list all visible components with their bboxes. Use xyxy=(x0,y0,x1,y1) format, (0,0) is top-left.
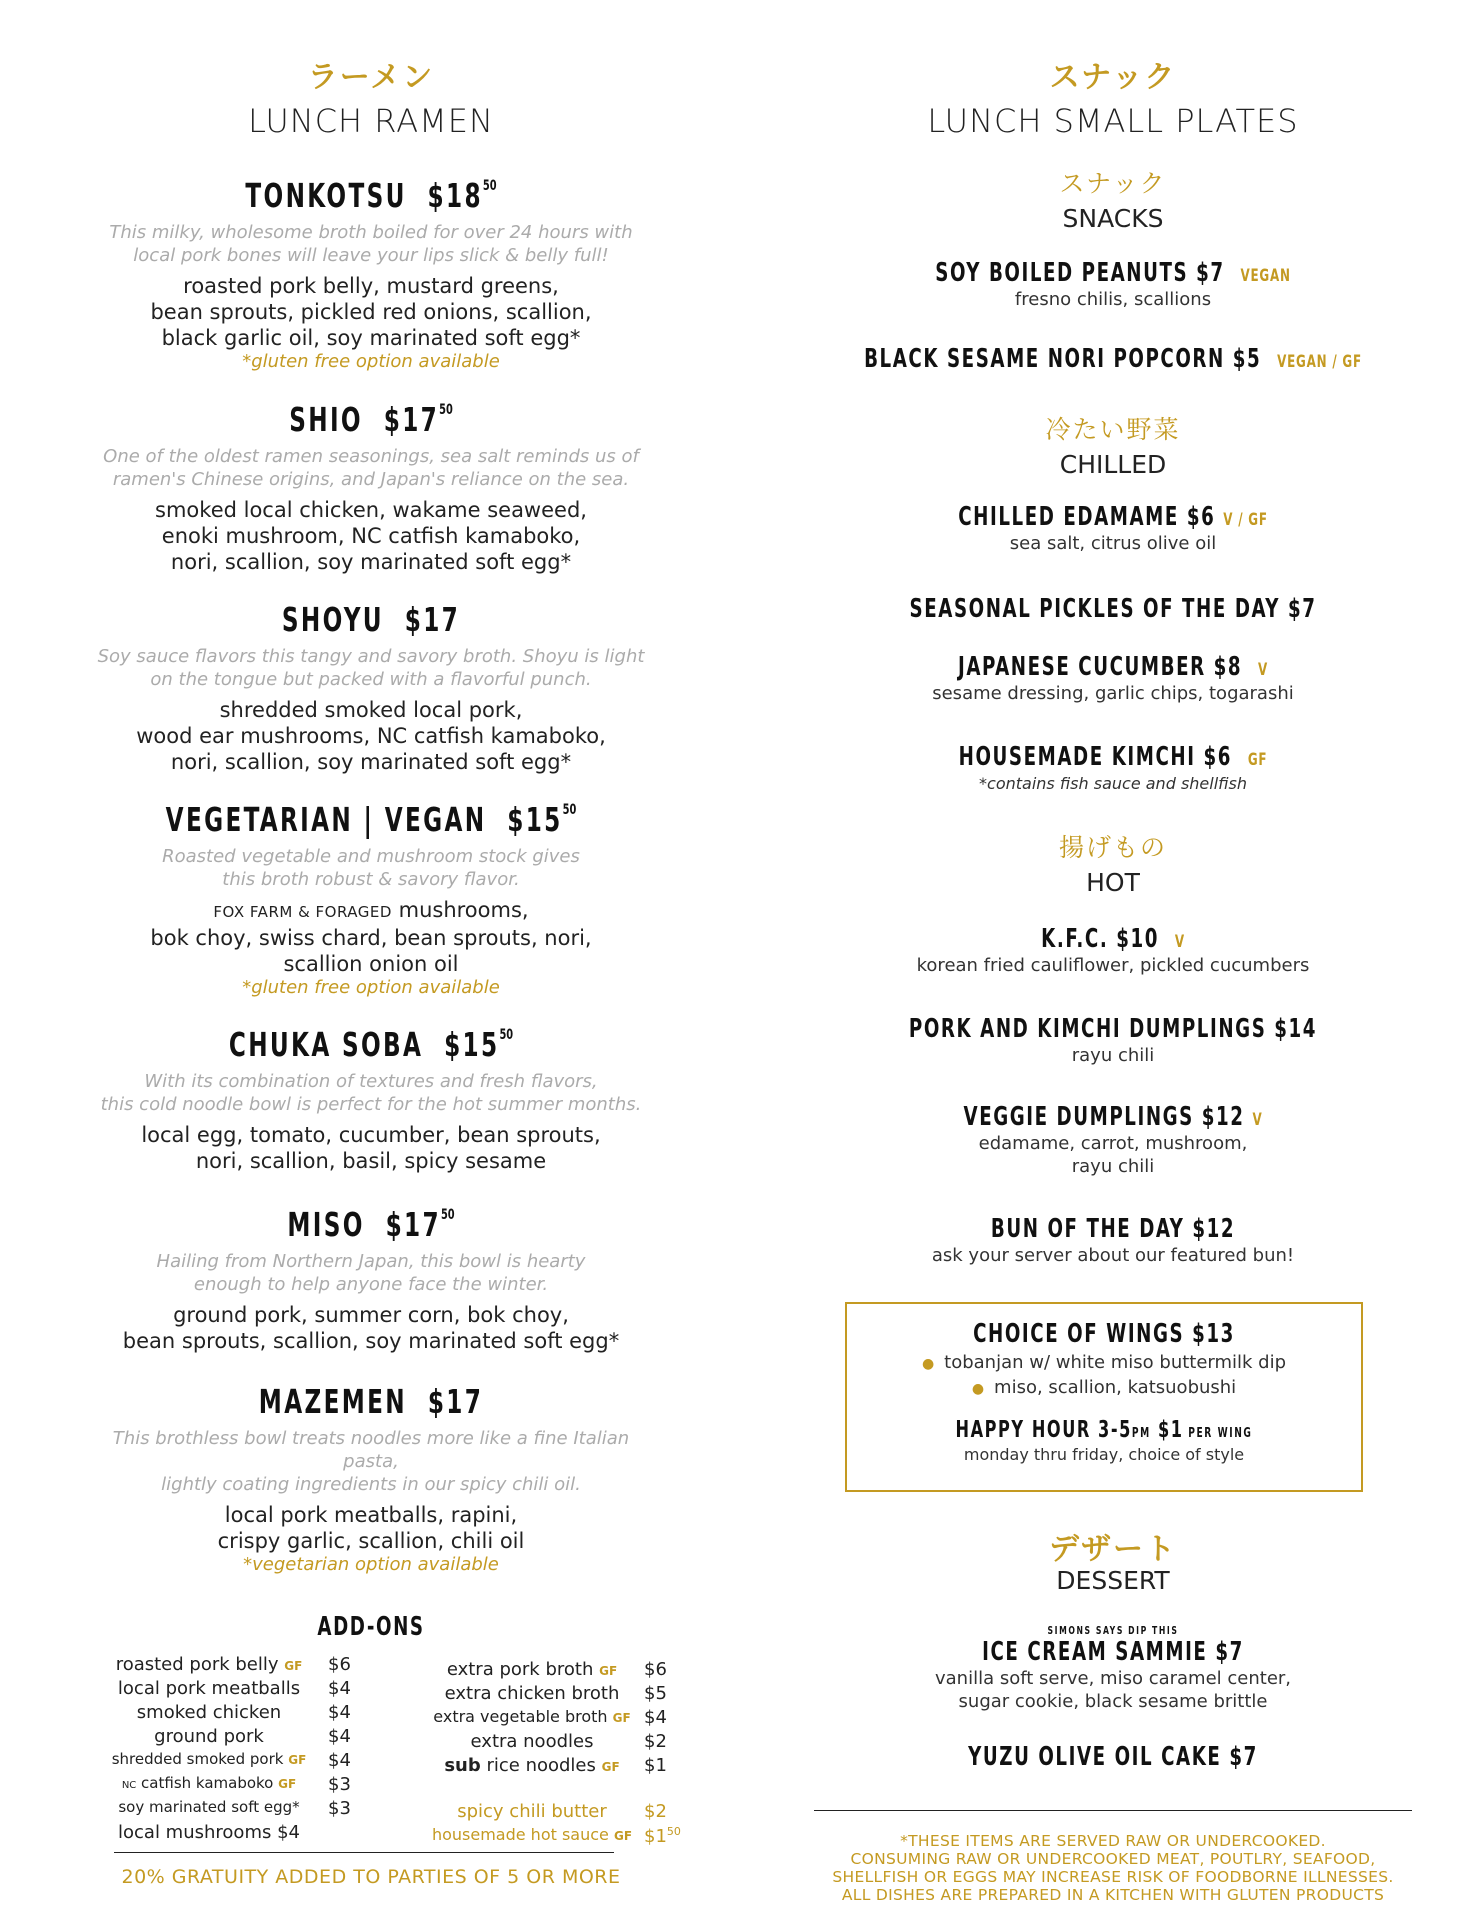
item-title: BUN OF THE DAY $12 xyxy=(990,1214,1236,1244)
addon-item: housemade hot sauce GF $\$1^{50}$ xyxy=(431,1825,681,1847)
divider xyxy=(114,1852,614,1853)
addon-item: extra vegetable broth GF $4 xyxy=(433,1707,667,1728)
ramen-section-title: LUNCH RAMEN xyxy=(248,102,494,140)
item-description: korean fried cauliflower, pickled cucumbers xyxy=(916,955,1310,976)
dish-title: MISO $\$17^{50}$ xyxy=(287,1205,455,1244)
item-ice-cream-sammie xyxy=(742,1624,1484,1713)
happy-hour-title: HAPPY HOUR 3-5PM $1 PER WING xyxy=(955,1417,1253,1443)
item-title: SOY BOILED PEANUTS $7 VEGAN xyxy=(935,258,1291,288)
addon-item: smoked chicken $4 xyxy=(136,1702,351,1723)
dish-ingredients: local pork meatballs, rapini, crispy garlic, scallion, chili oil xyxy=(217,1503,525,1553)
dish-chuka-soba xyxy=(0,1025,742,1174)
item-veggie-dumplings xyxy=(742,1102,1484,1178)
dish-miso xyxy=(0,1205,742,1354)
addons-list-left xyxy=(64,1654,354,1846)
item-description: fresno chilis, scallions xyxy=(1014,289,1212,310)
addon-item: extra chicken broth $5 xyxy=(444,1683,667,1704)
dish-ingredients: roasted pork belly, mustard greens, bean sprouts, pickled red onions, scallion, black garlic oil, soy marinated soft egg* xyxy=(150,274,592,350)
dish-description: Hailing from Northern Japan, this bowl is hearty enough to help anyone face the winter. xyxy=(156,1251,586,1295)
item-title: YUZU OLIVE OIL CAKE $7 xyxy=(968,1742,1258,1772)
addon-item: sub rice noodles GF $1 xyxy=(444,1755,667,1776)
ramen-jp-heading: ラーメン xyxy=(307,60,435,95)
addon-item: NC catfish kamaboko GF $3 xyxy=(121,1774,351,1795)
addon-item: extra noodles $2 xyxy=(470,1731,667,1752)
item-title: JAPANESE CUCUMBER $8 V xyxy=(957,652,1268,682)
item-description: edamame, carrot, mushroom, rayu chili xyxy=(978,1133,1248,1177)
item-bun-of-the-day xyxy=(742,1214,1484,1267)
dish-mazemen xyxy=(0,1382,742,1575)
snacks-heading: SNACKS xyxy=(1062,204,1164,233)
vegetarian-option-note: *vegetarian option available xyxy=(243,1554,499,1575)
dish-title: CHUKA SOBA $\$15^{50}$ xyxy=(228,1025,514,1064)
addon-item: spicy chili butter $2 xyxy=(457,1801,667,1822)
bullet-icon: ● xyxy=(921,1356,935,1372)
item-title: HOUSEMADE KIMCHI $6 GF xyxy=(958,742,1268,772)
item-kicker: SIMONS SAYS DIP THIS xyxy=(1047,1624,1179,1637)
chilled-jp-heading: 冷たい野菜 xyxy=(1045,415,1181,444)
item-title: BLACK SESAME NORI POPCORN $5 VEGAN / GF xyxy=(864,344,1362,374)
item-kfc xyxy=(742,924,1484,977)
raw-food-disclaimer: *THESE ITEMS ARE SERVED RAW OR UNDERCOOKED. CONSUMING RAW OR UNDERCOOKED MEAT, POUTLRY, SEAFOOD, SHELLFISH OR EGGS MAY INCREASE RISK OF FOODBORNE ILLNESSES. ALL DISHES ARE PREPARED IN A KITCHEN WITH GLUTEN PRODUCTS xyxy=(832,1832,1394,1904)
dish-ingredients: FOX FARM & FORAGED mushrooms, bok choy, swiss chard, bean sprouts, nori, scallion onion oil xyxy=(150,898,592,976)
item-description: ask your server about our featured bun! xyxy=(931,1245,1295,1266)
divider xyxy=(814,1810,1412,1811)
dish-description: Roasted vegetable and mushroom stock gives this broth robust & savory flavor. xyxy=(162,846,580,890)
dish-ingredients: ground pork, summer corn, bok choy, bean sprouts, scallion, soy marinated soft egg* xyxy=(122,1303,620,1353)
happy-hour-description: monday thru friday, choice of style xyxy=(963,1445,1245,1464)
wings-option: ● miso, scallion, katsuobushi xyxy=(971,1377,1237,1398)
item-title: PORK AND KIMCHI DUMPLINGS $14 xyxy=(908,1014,1318,1044)
item-description: *contains fish sauce and shellfish xyxy=(979,774,1247,793)
addon-item: local pork meatballs $4 xyxy=(117,1678,351,1699)
gluten-free-note: *gluten free option available xyxy=(242,351,500,372)
item-chilled-edamame xyxy=(742,502,1484,555)
item-title: K.F.C. $10 V xyxy=(1041,924,1185,954)
dish-description: Soy sauce flavors this tangy and savory broth. Shoyu is light on the tongue but packed with a flavorful punch. xyxy=(97,646,645,690)
dish-title: MAZEMEN $17 xyxy=(258,1382,484,1421)
dish-shio xyxy=(0,400,742,575)
dessert-jp-heading: デザート xyxy=(1049,1532,1177,1567)
chilled-heading: CHILLED xyxy=(1059,450,1167,479)
hot-jp-heading: 揚げもの xyxy=(1058,833,1167,862)
dish-ingredients: local egg, tomato, cucumber, bean sprouts, nori, scallion, basil, spicy sesame xyxy=(141,1123,601,1173)
dish-ingredients: smoked local chicken, wakame seaweed, enoki mushroom, NC catfish kamaboko, nori, scallion, soy marinated soft egg* xyxy=(155,498,587,574)
item-description: sea salt, citrus olive oil xyxy=(1009,533,1217,554)
dish-description: This brothless bowl treats noodles more like a fine Italian pasta, lightly coating ingredients in our spicy chili oil. xyxy=(112,1428,630,1495)
dish-title: SHOYU $17 xyxy=(281,600,461,639)
bullet-icon: ● xyxy=(971,1381,985,1397)
item-description: vanilla soft serve, miso caramel center, sugar cookie, black sesame brittle xyxy=(934,1668,1292,1712)
wings-title: CHOICE OF WINGS $13 xyxy=(973,1319,1235,1349)
gluten-free-note: *gluten free option available xyxy=(242,977,500,998)
dish-tonkotsu xyxy=(0,176,742,372)
gratuity-notice: 20% GRATUITY ADDED TO PARTIES OF 5 OR MORE xyxy=(121,1866,621,1888)
addon-item: roasted pork belly GF $6 xyxy=(115,1654,351,1675)
addons-title: ADD-ONS xyxy=(317,1612,425,1642)
item-title: ICE CREAM SAMMIE $7 xyxy=(982,1637,1244,1667)
item-pork-kimchi-dumplings xyxy=(742,1014,1484,1067)
addon-item: local mushrooms $4 xyxy=(118,1822,300,1843)
addon-item: soy marinated soft egg* $3 xyxy=(118,1798,351,1819)
item-yuzu-cake xyxy=(742,1742,1484,1772)
item-title: CHILLED EDAMAME $6 V / GF xyxy=(958,502,1268,532)
addon-item: ground pork $4 xyxy=(154,1726,351,1747)
hot-heading: HOT xyxy=(1086,868,1140,897)
dessert-heading: DESSERT xyxy=(1056,1566,1170,1595)
item-title: VEGGIE DUMPLINGS $12 V xyxy=(963,1102,1263,1132)
item-description: rayu chili xyxy=(1071,1045,1155,1066)
dish-title: VEGETARIAN | VEGAN $\$15^{50}$ xyxy=(165,800,577,839)
dish-shoyu xyxy=(0,600,742,775)
item-description: sesame dressing, garlic chips, togarashi xyxy=(932,683,1294,704)
lunch-small-plates-column xyxy=(742,0,1484,1920)
dish-title: SHIO $\$17^{50}$ xyxy=(289,400,453,439)
dish-description: With its combination of textures and fresh flavors, this cold noodle bowl is perfect for the hot summer months. xyxy=(100,1071,642,1115)
dish-description: This milky, wholesome broth boiled for over 24 hours with local pork bones will leave your lips slick & belly full! xyxy=(109,222,633,266)
wings-option: ● tobanjan w/ white miso buttermilk dip xyxy=(921,1352,1287,1373)
dish-description: One of the oldest ramen seasonings, sea salt reminds us of ramen's Chinese origins, and Japan's reliance on the sea. xyxy=(103,446,639,490)
item-japanese-cucumber xyxy=(742,652,1484,705)
addon-item: extra pork broth GF $6 xyxy=(446,1659,667,1680)
dish-ingredients: shredded smoked local pork, wood ear mushrooms, NC catfish kamaboko, nori, scallion, soy marinated soft egg* xyxy=(136,698,606,774)
addon-item: shredded smoked pork GF $4 xyxy=(111,1750,351,1771)
addons-list-right xyxy=(382,1659,682,1849)
small-plates-jp-heading: スナック xyxy=(1049,60,1177,95)
dish-vegetarian-vegan xyxy=(0,800,742,998)
item-black-sesame-popcorn xyxy=(742,344,1484,374)
item-housemade-kimchi xyxy=(742,742,1484,795)
wings-box xyxy=(845,1302,1363,1492)
snacks-jp-heading: スナック xyxy=(1059,169,1167,198)
item-soy-boiled-peanuts xyxy=(742,258,1484,311)
item-seasonal-pickles xyxy=(742,594,1484,624)
item-title: SEASONAL PICKLES OF THE DAY $7 xyxy=(909,594,1317,624)
dish-title: TONKOTSU $\$18^{50}$ xyxy=(245,176,497,215)
small-plates-section-title: LUNCH SMALL PLATES xyxy=(927,102,1299,140)
